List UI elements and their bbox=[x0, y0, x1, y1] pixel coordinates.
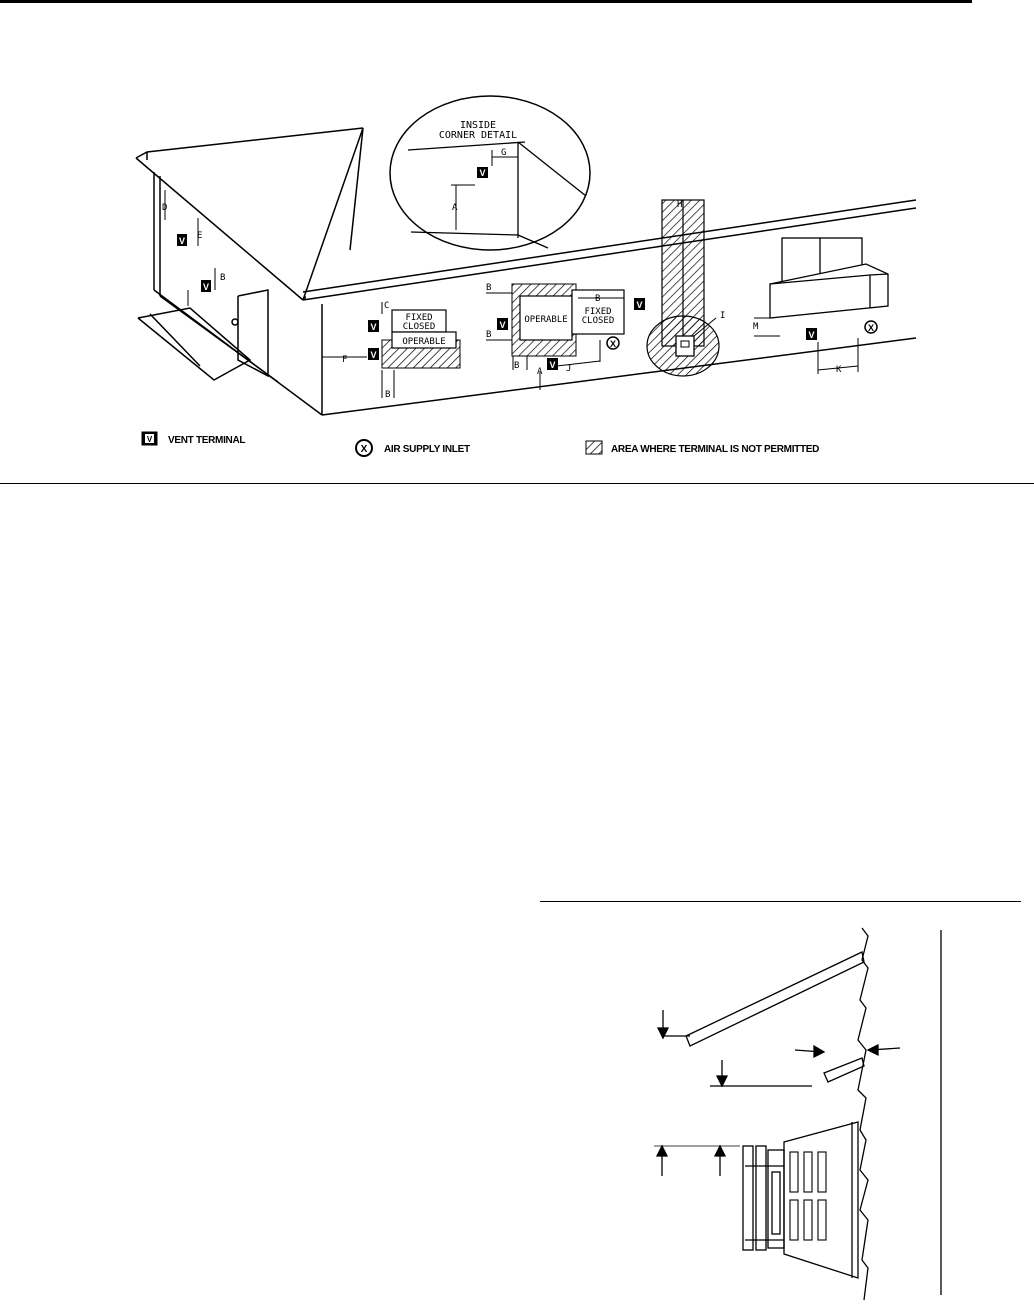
air-symbol: X bbox=[867, 323, 875, 333]
label-i: I bbox=[720, 311, 726, 321]
air-symbol: X bbox=[360, 444, 368, 455]
vent-symbol: V bbox=[808, 330, 815, 340]
window-box-dimensions bbox=[753, 318, 877, 375]
legend-air-supply-inlet: AIR SUPPLY INLET bbox=[384, 444, 470, 455]
label-j: J bbox=[566, 364, 572, 374]
legend bbox=[142, 432, 819, 456]
legend-hatch-icon bbox=[586, 441, 602, 454]
window-fixed-closed-operable bbox=[322, 301, 460, 400]
label-g: G bbox=[501, 148, 507, 158]
window2-fixed-text: FIXED bbox=[584, 307, 612, 317]
vent-symbol: V bbox=[370, 350, 377, 360]
window2-closed-text: CLOSED bbox=[581, 316, 615, 326]
label-b-left: B bbox=[220, 273, 226, 283]
label-e: E bbox=[197, 231, 203, 241]
window1-operable-text: OPERABLE bbox=[402, 337, 446, 347]
label-f: F bbox=[342, 355, 348, 365]
label-c: C bbox=[384, 301, 390, 311]
label-b-mid: B bbox=[486, 330, 492, 340]
label-a: A bbox=[537, 367, 543, 377]
window-operable-fixed-closed bbox=[486, 283, 645, 390]
vent-symbol: V bbox=[636, 300, 643, 310]
window1-fixed-text: FIXED bbox=[405, 313, 433, 323]
label-b-window1: B bbox=[385, 390, 391, 400]
vent-symbol: V bbox=[146, 435, 153, 444]
legend-vent-terminal: VENT TERMINAL bbox=[168, 435, 246, 446]
vent-symbol: V bbox=[479, 168, 486, 178]
legend-not-permitted: AREA WHERE TERMINAL IS NOT PERMITTED bbox=[611, 444, 820, 455]
label-b-right: B bbox=[595, 294, 601, 304]
window-box bbox=[770, 238, 888, 318]
vent-side-view bbox=[654, 928, 941, 1300]
air-symbol: X bbox=[609, 339, 617, 349]
inside-corner-detail bbox=[390, 96, 590, 250]
vent-symbol: V bbox=[178, 236, 186, 246]
chimney-meter bbox=[647, 200, 725, 376]
label-b-top: B bbox=[486, 283, 492, 293]
window1-closed-text: CLOSED bbox=[402, 322, 436, 332]
detail-title-line2: CORNER DETAIL bbox=[438, 130, 518, 141]
vent-symbol: V bbox=[370, 322, 377, 332]
label-k: K bbox=[836, 365, 842, 375]
label-b-bottom: B bbox=[514, 361, 520, 371]
vent-symbol: V bbox=[499, 320, 506, 330]
label-a-detail: A bbox=[452, 203, 458, 213]
label-m: M bbox=[753, 322, 759, 332]
label-d: D bbox=[162, 203, 168, 213]
vent-symbol: V bbox=[549, 360, 556, 370]
detail-title-line1: INSIDE bbox=[459, 120, 497, 131]
vent-symbol: V bbox=[202, 282, 210, 292]
label-h: H bbox=[677, 200, 683, 210]
window2-operable-text: OPERABLE bbox=[524, 315, 568, 325]
